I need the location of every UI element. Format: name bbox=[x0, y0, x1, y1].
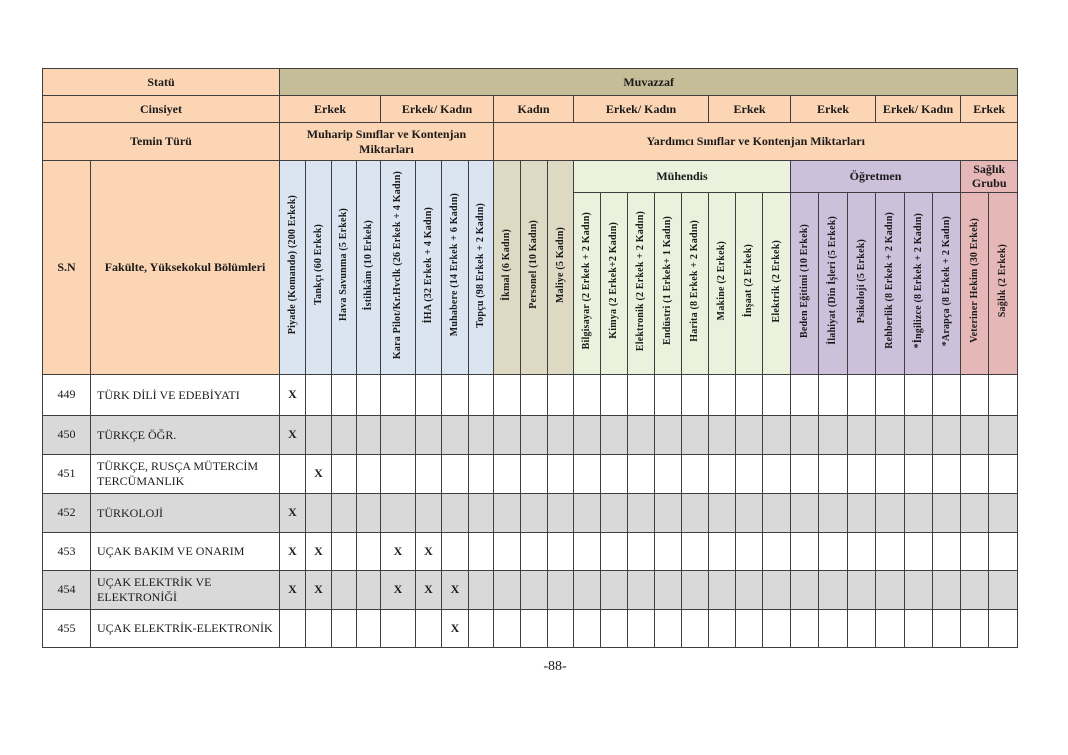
row-name: UÇAK ELEKTRİK VE ELEKTRONİĞİ bbox=[91, 570, 280, 609]
recruitment-quota-table bbox=[42, 68, 1018, 648]
cell-452-muhabere bbox=[442, 493, 469, 532]
row-name: TÜRKÇE ÖĞR. bbox=[91, 415, 280, 454]
cell-454-beden-egitimi bbox=[791, 570, 819, 609]
row-name: TÜRKÇE, RUSÇA MÜTERCİM TERCÜMANLIK bbox=[91, 454, 280, 493]
cell-453-ingilizce bbox=[905, 532, 933, 570]
cell-451-topcu bbox=[469, 454, 494, 493]
col-header-saglik-label: Sağlık (2 Erkek) bbox=[997, 244, 1009, 318]
cell-452-beden-egitimi bbox=[791, 493, 819, 532]
col-header-iha bbox=[416, 161, 442, 375]
cinsiyet-cell-5: Erkek bbox=[791, 96, 876, 123]
table-row-449 bbox=[43, 374, 1018, 415]
cell-449-ingilizce bbox=[905, 374, 933, 415]
cell-455-iha bbox=[416, 609, 442, 647]
cell-453-bilgisayar bbox=[574, 532, 601, 570]
cell-455-arapca bbox=[933, 609, 961, 647]
mark-451-tankci: X bbox=[306, 454, 332, 493]
col-header-istihkam-label: İstihkâm (10 Erkek) bbox=[362, 219, 374, 311]
cinsiyet-row bbox=[43, 96, 1018, 123]
cell-450-makine bbox=[709, 415, 736, 454]
cell-450-veteriner-hekim bbox=[961, 415, 989, 454]
cell-453-veteriner-hekim bbox=[961, 532, 989, 570]
cell-455-ikmal bbox=[494, 609, 521, 647]
col-header-topcu-label: Topçu (98 Erkek + 2 Kadın) bbox=[475, 202, 486, 328]
cell-449-iha bbox=[416, 374, 442, 415]
col-header-tankci bbox=[306, 161, 332, 375]
row-name: UÇAK BAKIM VE ONARIM bbox=[91, 532, 280, 570]
cell-455-hava-savunma bbox=[332, 609, 357, 647]
mark-454-muhabere: X bbox=[442, 570, 469, 609]
cell-450-bilgisayar bbox=[574, 415, 601, 454]
cell-455-ingilizce bbox=[905, 609, 933, 647]
col-header-elektronik bbox=[628, 192, 655, 374]
temin-turu-header: Temin Türü bbox=[43, 123, 280, 161]
col-header-kara-pilot bbox=[381, 161, 416, 375]
cinsiyet-header: Cinsiyet bbox=[43, 96, 280, 123]
col-header-elektrik bbox=[763, 192, 791, 374]
cell-449-endustri bbox=[655, 374, 682, 415]
cell-450-insaat bbox=[736, 415, 763, 454]
cell-450-saglik bbox=[989, 415, 1018, 454]
cell-449-ikmal bbox=[494, 374, 521, 415]
cinsiyet-cell-4: Erkek bbox=[709, 96, 791, 123]
cell-453-kimya bbox=[601, 532, 628, 570]
group-header-saglik: Sağlık Grubu bbox=[961, 161, 1018, 193]
cell-450-rehberlik bbox=[876, 415, 905, 454]
table-row-451 bbox=[43, 454, 1018, 493]
cell-452-ilahiyat bbox=[819, 493, 848, 532]
cell-454-rehberlik bbox=[876, 570, 905, 609]
cell-452-tankci bbox=[306, 493, 332, 532]
cell-454-psikoloji bbox=[848, 570, 876, 609]
cell-449-bilgisayar bbox=[574, 374, 601, 415]
cell-453-ilahiyat bbox=[819, 532, 848, 570]
col-header-endustri-label: Endüstri (1 Erkek+ 1 Kadın) bbox=[662, 216, 673, 346]
cell-451-hava-savunma bbox=[332, 454, 357, 493]
cell-452-iha bbox=[416, 493, 442, 532]
cell-452-psikoloji bbox=[848, 493, 876, 532]
cell-453-istihkam bbox=[357, 532, 381, 570]
cell-450-endustri bbox=[655, 415, 682, 454]
cell-449-muhabere bbox=[442, 374, 469, 415]
col-header-muhabere bbox=[442, 161, 469, 375]
cell-455-saglik bbox=[989, 609, 1018, 647]
mark-453-piyade: X bbox=[280, 532, 306, 570]
mark-454-piyade: X bbox=[280, 570, 306, 609]
cell-449-kimya bbox=[601, 374, 628, 415]
col-header-makine bbox=[709, 192, 736, 374]
cell-449-saglik bbox=[989, 374, 1018, 415]
col-header-ilahiyat-label: İlahiyat (Din İşleri (5 Erkek) bbox=[827, 216, 838, 346]
table-row-455 bbox=[43, 609, 1018, 647]
col-header-hava-savunma bbox=[332, 161, 357, 375]
row-name: TÜRKOLOJİ bbox=[91, 493, 280, 532]
cell-450-topcu bbox=[469, 415, 494, 454]
col-header-veteriner-hekim bbox=[961, 192, 989, 374]
cinsiyet-cell-7: Erkek bbox=[961, 96, 1018, 123]
cell-451-beden-egitimi bbox=[791, 454, 819, 493]
cinsiyet-cell-2: Kadın bbox=[494, 96, 574, 123]
mark-450-piyade: X bbox=[280, 415, 306, 454]
row-sn: 455 bbox=[43, 609, 91, 647]
cell-455-psikoloji bbox=[848, 609, 876, 647]
yardimci-siniflar-header: Yardımcı Sınıflar ve Kontenjan Miktarları bbox=[494, 123, 1018, 161]
mark-453-iha: X bbox=[416, 532, 442, 570]
col-header-psikoloji-label: Psikoloji (5 Erkek) bbox=[855, 238, 867, 323]
cell-454-ingilizce bbox=[905, 570, 933, 609]
col-header-ingilizce bbox=[905, 192, 933, 374]
row-sn: 452 bbox=[43, 493, 91, 532]
cell-450-kimya bbox=[601, 415, 628, 454]
cell-452-maliye bbox=[548, 493, 574, 532]
cell-451-maliye bbox=[548, 454, 574, 493]
cell-451-iha bbox=[416, 454, 442, 493]
group-header-ogretmen: Öğretmen bbox=[791, 161, 961, 193]
cell-455-kara-pilot bbox=[381, 609, 416, 647]
cell-449-veteriner-hekim bbox=[961, 374, 989, 415]
mark-454-iha: X bbox=[416, 570, 442, 609]
cell-452-arapca bbox=[933, 493, 961, 532]
cell-452-veteriner-hekim bbox=[961, 493, 989, 532]
table-row-454 bbox=[43, 570, 1018, 609]
cell-451-veteriner-hekim bbox=[961, 454, 989, 493]
cell-449-arapca bbox=[933, 374, 961, 415]
cell-452-saglik bbox=[989, 493, 1018, 532]
cell-449-insaat bbox=[736, 374, 763, 415]
cell-451-ikmal bbox=[494, 454, 521, 493]
col-header-insaat bbox=[736, 192, 763, 374]
cell-451-muhabere bbox=[442, 454, 469, 493]
cell-454-endustri bbox=[655, 570, 682, 609]
cinsiyet-cell-1: Erkek/ Kadın bbox=[381, 96, 494, 123]
cell-454-insaat bbox=[736, 570, 763, 609]
col-header-elektrik-label: Elektrik (2 Erkek) bbox=[770, 239, 782, 323]
col-header-veteriner-hekim-label: Veteriner Hekim (30 Erkek) bbox=[968, 218, 980, 344]
cell-451-saglik bbox=[989, 454, 1018, 493]
cell-454-saglik bbox=[989, 570, 1018, 609]
col-header-arapca-label: *Arapça (8 Erkek + 2 Kadın) bbox=[940, 215, 952, 346]
cell-454-kimya bbox=[601, 570, 628, 609]
col-header-topcu bbox=[469, 161, 494, 375]
col-header-muhabere-label: Muhabere (14 Erkek + 6 Kadın) bbox=[449, 193, 460, 337]
cell-452-harita bbox=[682, 493, 709, 532]
cell-450-tankci bbox=[306, 415, 332, 454]
cell-453-personel bbox=[521, 532, 548, 570]
row-sn: 449 bbox=[43, 374, 91, 415]
mark-454-kara-pilot: X bbox=[381, 570, 416, 609]
mark-455-muhabere: X bbox=[442, 609, 469, 647]
cell-455-endustri bbox=[655, 609, 682, 647]
cell-453-elektrik bbox=[763, 532, 791, 570]
col-header-makine-label: Makine (2 Erkek) bbox=[716, 241, 727, 321]
cell-450-harita bbox=[682, 415, 709, 454]
cell-450-hava-savunma bbox=[332, 415, 357, 454]
cell-455-personel bbox=[521, 609, 548, 647]
cell-455-ilahiyat bbox=[819, 609, 848, 647]
cell-452-ingilizce bbox=[905, 493, 933, 532]
cell-450-personel bbox=[521, 415, 548, 454]
cell-453-beden-egitimi bbox=[791, 532, 819, 570]
cell-454-makine bbox=[709, 570, 736, 609]
col-header-saglik bbox=[989, 192, 1018, 374]
cell-449-maliye bbox=[548, 374, 574, 415]
cell-449-istihkam bbox=[357, 374, 381, 415]
cell-455-istihkam bbox=[357, 609, 381, 647]
cell-453-makine bbox=[709, 532, 736, 570]
col-header-kimya bbox=[601, 192, 628, 374]
cell-455-insaat bbox=[736, 609, 763, 647]
cell-454-elektronik bbox=[628, 570, 655, 609]
cell-454-harita bbox=[682, 570, 709, 609]
cell-450-ikmal bbox=[494, 415, 521, 454]
cell-450-maliye bbox=[548, 415, 574, 454]
col-header-arapca bbox=[933, 192, 961, 374]
col-header-ikmal-label: İkmal (6 Kadın) bbox=[501, 228, 512, 301]
mark-449-piyade: X bbox=[280, 374, 306, 415]
cell-449-personel bbox=[521, 374, 548, 415]
cell-451-ingilizce bbox=[905, 454, 933, 493]
col-header-harita-label: Harita (8 Erkek + 2 Kadın) bbox=[689, 219, 700, 342]
cell-455-makine bbox=[709, 609, 736, 647]
cell-455-maliye bbox=[548, 609, 574, 647]
cell-449-makine bbox=[709, 374, 736, 415]
group-header-muhendis: Mühendis bbox=[574, 161, 791, 193]
cell-452-insaat bbox=[736, 493, 763, 532]
cell-449-tankci bbox=[306, 374, 332, 415]
statu-row bbox=[43, 69, 1018, 96]
cell-449-topcu bbox=[469, 374, 494, 415]
cell-451-arapca bbox=[933, 454, 961, 493]
cinsiyet-cell-3: Erkek/ Kadın bbox=[574, 96, 709, 123]
col-header-maliye-label: Maliye (5 Kadın) bbox=[554, 226, 566, 303]
row-name: UÇAK ELEKTRİK-ELEKTRONİK bbox=[91, 609, 280, 647]
temin-turu-row bbox=[43, 123, 1018, 161]
cell-451-istihkam bbox=[357, 454, 381, 493]
col-header-ilahiyat bbox=[819, 192, 848, 374]
cell-451-psikoloji bbox=[848, 454, 876, 493]
cell-450-muhabere bbox=[442, 415, 469, 454]
cell-449-kara-pilot bbox=[381, 374, 416, 415]
cell-453-maliye bbox=[548, 532, 574, 570]
cell-451-elektronik bbox=[628, 454, 655, 493]
cell-455-beden-egitimi bbox=[791, 609, 819, 647]
cell-449-ilahiyat bbox=[819, 374, 848, 415]
col-header-elektronik-label: Elektronik (2 Erkek + 2 Kadın) bbox=[635, 210, 646, 351]
cell-452-kimya bbox=[601, 493, 628, 532]
cell-450-arapca bbox=[933, 415, 961, 454]
cell-451-personel bbox=[521, 454, 548, 493]
cell-452-ikmal bbox=[494, 493, 521, 532]
cell-451-insaat bbox=[736, 454, 763, 493]
cell-452-personel bbox=[521, 493, 548, 532]
cell-453-saglik bbox=[989, 532, 1018, 570]
cell-454-arapca bbox=[933, 570, 961, 609]
group-header-row bbox=[43, 161, 1018, 193]
col-header-rehberlik-label: Rehberlik (8 Erkek + 2 Kadın) bbox=[884, 212, 895, 350]
col-header-ingilizce-label: *İngilizce (8 Erkek + 2 Kadın) bbox=[912, 213, 924, 349]
cell-452-kara-pilot bbox=[381, 493, 416, 532]
col-header-psikoloji bbox=[848, 192, 876, 374]
cell-452-bilgisayar bbox=[574, 493, 601, 532]
cell-455-elektrik bbox=[763, 609, 791, 647]
cell-455-veteriner-hekim bbox=[961, 609, 989, 647]
col-header-kimya-label: Kimya (2 Erkek+2 Kadın) bbox=[608, 222, 619, 340]
cell-452-endustri bbox=[655, 493, 682, 532]
cell-452-elektronik bbox=[628, 493, 655, 532]
cell-452-elektrik bbox=[763, 493, 791, 532]
cell-455-topcu bbox=[469, 609, 494, 647]
col-header-bilgisayar bbox=[574, 192, 601, 374]
col-header-personel bbox=[521, 161, 548, 375]
cell-451-piyade bbox=[280, 454, 306, 493]
cell-454-hava-savunma bbox=[332, 570, 357, 609]
col-header-istihkam bbox=[357, 161, 381, 375]
col-header-sn: S.N bbox=[43, 161, 91, 375]
cell-449-hava-savunma bbox=[332, 374, 357, 415]
mark-452-piyade: X bbox=[280, 493, 306, 532]
col-header-insaat-label: İnşaat (2 Erkek) bbox=[743, 244, 754, 318]
cell-450-kara-pilot bbox=[381, 415, 416, 454]
row-sn: 450 bbox=[43, 415, 91, 454]
cell-449-beden-egitimi bbox=[791, 374, 819, 415]
mark-453-kara-pilot: X bbox=[381, 532, 416, 570]
statu-header: Statü bbox=[43, 69, 280, 96]
cell-454-elektrik bbox=[763, 570, 791, 609]
cell-453-harita bbox=[682, 532, 709, 570]
mark-454-tankci: X bbox=[306, 570, 332, 609]
table-row-452 bbox=[43, 493, 1018, 532]
cell-449-psikoloji bbox=[848, 374, 876, 415]
cell-452-istihkam bbox=[357, 493, 381, 532]
cell-450-elektronik bbox=[628, 415, 655, 454]
cell-450-psikoloji bbox=[848, 415, 876, 454]
cell-453-insaat bbox=[736, 532, 763, 570]
cell-454-ilahiyat bbox=[819, 570, 848, 609]
cell-454-personel bbox=[521, 570, 548, 609]
cell-449-rehberlik bbox=[876, 374, 905, 415]
cell-449-harita bbox=[682, 374, 709, 415]
cell-455-rehberlik bbox=[876, 609, 905, 647]
cell-450-iha bbox=[416, 415, 442, 454]
table-row-450 bbox=[43, 415, 1018, 454]
col-header-iha-label: İHA (32 Erkek + 4 Kadın) bbox=[422, 206, 434, 324]
cell-455-harita bbox=[682, 609, 709, 647]
cell-452-makine bbox=[709, 493, 736, 532]
col-header-fakulte: Fakülte, Yüksekokul Bölümleri bbox=[91, 161, 280, 375]
cell-454-veteriner-hekim bbox=[961, 570, 989, 609]
row-name: TÜRK DİLİ VE EDEBİYATI bbox=[91, 374, 280, 415]
cell-453-endustri bbox=[655, 532, 682, 570]
cell-451-kara-pilot bbox=[381, 454, 416, 493]
cell-453-hava-savunma bbox=[332, 532, 357, 570]
cell-453-arapca bbox=[933, 532, 961, 570]
muharip-siniflar-header: Muharip Sınıflar ve Kontenjan Miktarları bbox=[280, 123, 494, 161]
cell-451-elektrik bbox=[763, 454, 791, 493]
col-header-piyade bbox=[280, 161, 306, 375]
cell-451-harita bbox=[682, 454, 709, 493]
cell-453-ikmal bbox=[494, 532, 521, 570]
col-header-beden-egitimi-label: Beden Eğitimi (10 Erkek) bbox=[798, 223, 810, 338]
cell-451-endustri bbox=[655, 454, 682, 493]
table-row-453 bbox=[43, 532, 1018, 570]
col-header-kara-pilot-label: Kara Pilot/Kr.Hvclk (26 Erkek + 4 Kadın) bbox=[392, 170, 403, 359]
cell-449-elektronik bbox=[628, 374, 655, 415]
cell-455-piyade bbox=[280, 609, 306, 647]
cell-455-tankci bbox=[306, 609, 332, 647]
row-sn: 453 bbox=[43, 532, 91, 570]
row-sn: 451 bbox=[43, 454, 91, 493]
cell-455-elektronik bbox=[628, 609, 655, 647]
cell-455-kimya bbox=[601, 609, 628, 647]
cell-453-rehberlik bbox=[876, 532, 905, 570]
cell-452-hava-savunma bbox=[332, 493, 357, 532]
cell-450-ilahiyat bbox=[819, 415, 848, 454]
cell-449-elektrik bbox=[763, 374, 791, 415]
cell-454-topcu bbox=[469, 570, 494, 609]
col-header-ikmal bbox=[494, 161, 521, 375]
col-header-endustri bbox=[655, 192, 682, 374]
cell-451-ilahiyat bbox=[819, 454, 848, 493]
cell-450-beden-egitimi bbox=[791, 415, 819, 454]
cell-451-makine bbox=[709, 454, 736, 493]
cell-454-bilgisayar bbox=[574, 570, 601, 609]
cell-453-topcu bbox=[469, 532, 494, 570]
cell-450-elektrik bbox=[763, 415, 791, 454]
cell-454-istihkam bbox=[357, 570, 381, 609]
mark-453-tankci: X bbox=[306, 532, 332, 570]
col-header-tankci-label: Tankçı (60 Erkek) bbox=[312, 224, 324, 306]
cell-451-rehberlik bbox=[876, 454, 905, 493]
col-header-piyade-label: Piyade (Komando) (200 Erkek) bbox=[286, 195, 298, 335]
cell-454-ikmal bbox=[494, 570, 521, 609]
cinsiyet-cell-6: Erkek/ Kadın bbox=[876, 96, 961, 123]
cinsiyet-cell-0: Erkek bbox=[280, 96, 381, 123]
muvazzaf-header: Muvazzaf bbox=[280, 69, 1018, 96]
cell-452-topcu bbox=[469, 493, 494, 532]
col-header-rehberlik bbox=[876, 192, 905, 374]
cell-450-istihkam bbox=[357, 415, 381, 454]
col-header-harita bbox=[682, 192, 709, 374]
cell-451-bilgisayar bbox=[574, 454, 601, 493]
cell-452-rehberlik bbox=[876, 493, 905, 532]
row-sn: 454 bbox=[43, 570, 91, 609]
col-header-hava-savunma-label: Hava Savunma (5 Erkek) bbox=[338, 208, 349, 322]
cell-453-psikoloji bbox=[848, 532, 876, 570]
col-header-bilgisayar-label: Bilgisayar (2 Erkek + 2 Kadın) bbox=[581, 212, 592, 350]
page-number: -88- bbox=[543, 659, 567, 674]
cell-453-muhabere bbox=[442, 532, 469, 570]
cell-451-kimya bbox=[601, 454, 628, 493]
cell-454-maliye bbox=[548, 570, 574, 609]
col-header-maliye bbox=[548, 161, 574, 375]
cell-450-ingilizce bbox=[905, 415, 933, 454]
col-header-beden-egitimi bbox=[791, 192, 819, 374]
cell-453-elektronik bbox=[628, 532, 655, 570]
col-header-personel-label: Personel (10 Kadın) bbox=[528, 220, 539, 310]
cell-455-bilgisayar bbox=[574, 609, 601, 647]
